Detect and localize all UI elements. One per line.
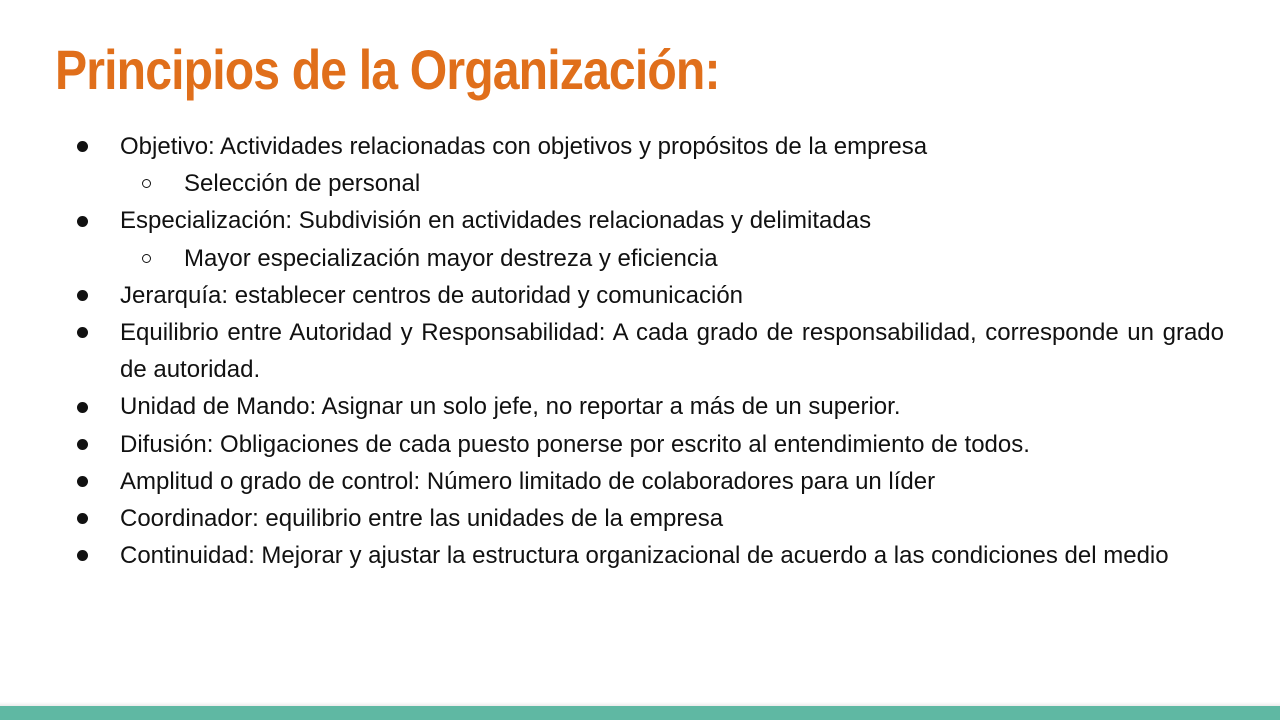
list-item-difusion (0, 426, 1280, 463)
bullet-filled-icon (72, 388, 92, 425)
list-item-text: Equilibrio entre Autoridad y Responsabilidad: A cada grado de responsabilidad, corresponde un grado de autoridad. (120, 319, 1224, 384)
slide-title: Principios de la Organización: (55, 38, 720, 101)
list-item-text: Mayor especialización mayor destreza y eficiencia (184, 244, 718, 272)
bullet-list (0, 128, 1280, 574)
list-item-text: Objetivo: Actividades relacionadas con objetivos y propósitos de la empresa (120, 133, 928, 160)
bullet-filled-icon (72, 537, 92, 574)
list-item-text: Especialización: Subdivisión en actividades relacionadas y delimitadas (120, 207, 872, 235)
list-item-text: Unidad de Mando: Asignar un solo jefe, no reportar a más de un superior. (120, 393, 901, 421)
list-item-text: Coordinador: equilibrio entre las unidades de la empresa (120, 505, 724, 533)
bullet-filled-icon (72, 463, 92, 500)
list-item-text: Selección de personal (184, 170, 421, 198)
list-item-text: Difusión: Obligaciones de cada puesto ponerse por escrito al entendimiento de todos. (120, 430, 1030, 458)
bullet-filled-icon (72, 314, 92, 351)
list-item-text: Continuidad: Mejorar y ajustar la estructura organizacional de acuerdo a las condiciones del medio (120, 542, 1169, 570)
bullet-hollow-icon (136, 165, 156, 202)
bullet-filled-icon (72, 500, 92, 537)
bottom-accent-bar (0, 706, 1280, 720)
list-item-coordinador (0, 500, 1280, 537)
bullet-filled-icon (72, 426, 92, 463)
sub-item-mayor-especializacion (0, 240, 1280, 277)
list-item-objetivo (0, 128, 1280, 165)
list-item-continuidad (0, 537, 1280, 574)
list-item-unidad-de-mando (0, 388, 1280, 425)
bullet-filled-icon (72, 277, 92, 314)
bullet-hollow-icon (136, 240, 156, 277)
list-item-especializacion (0, 202, 1280, 239)
list-item-jerarquia (0, 277, 1280, 314)
list-item-text: Amplitud o grado de control: Número limitado de colaboradores para un líder (120, 467, 936, 495)
bullet-filled-icon (72, 128, 92, 165)
list-item-text: Jerarquía: establecer centros de autoridad y comunicación (120, 281, 744, 309)
bullet-filled-icon (72, 202, 92, 239)
list-item-equilibrio (0, 314, 1280, 388)
sub-item-seleccion (0, 165, 1280, 202)
list-item-amplitud (0, 463, 1280, 500)
